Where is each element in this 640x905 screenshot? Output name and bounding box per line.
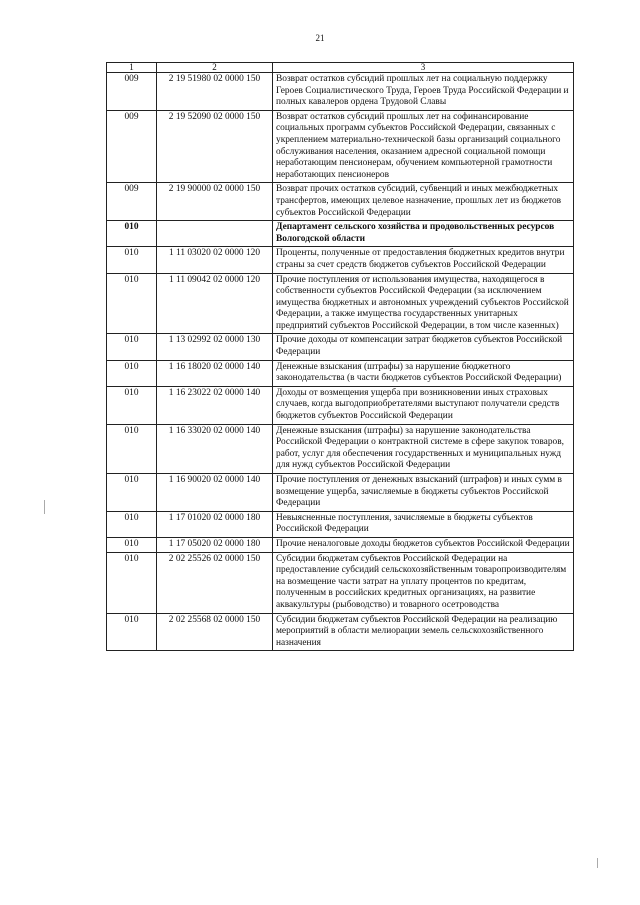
row-name-cell: Прочие поступления от использования имущества, находящегося в собственности субъектов Российской Федерации (за исключением имущества бюджетных и автономных учреждений субъектов Российской Федерации, а также имущества государственных унитарных предприятий субъектов Российской Федерации, в том числе казенных) (273, 273, 574, 334)
row-name-cell: Субсидии бюджетам субъектов Российской Федерации на предоставление субсидий сельскохозяйственным товаропроизводителям на возмещение части затрат на уплату процентов по кредитам, полученным в российских кредитных организациях, на развитие аквакультуры (рыбоводство) и товарного осетроводства (273, 552, 574, 613)
row-name-cell: Прочие доходы от компенсации затрат бюджетов субъектов Российской Федерации (273, 334, 574, 360)
row-code-cell: 010 (107, 511, 157, 537)
row-code-cell: 010 (107, 273, 157, 334)
row-code-cell: 010 (107, 424, 157, 473)
row-kbk-cell: 2 19 52090 02 0000 150 (157, 110, 273, 183)
row-kbk-cell: 1 11 09042 02 0000 120 (157, 273, 273, 334)
table-row (107, 360, 574, 386)
row-kbk-cell: 1 16 90020 02 0000 140 (157, 474, 273, 512)
table-row (107, 273, 574, 334)
row-name-cell: Прочие неналоговые доходы бюджетов субъектов Российской Федерации (273, 537, 574, 552)
row-kbk-cell (157, 221, 273, 247)
row-kbk-cell: 2 19 51980 02 0000 150 (157, 73, 273, 111)
row-code-cell: 010 (107, 613, 157, 651)
table-row (107, 474, 574, 512)
budget-classification-table (106, 62, 574, 651)
table-row (107, 386, 574, 424)
row-name-cell: Проценты, полученные от предоставления бюджетных кредитов внутри страны за счет средств бюджетов субъектов Российской Федерации (273, 247, 574, 273)
column-header-1: 1 (107, 63, 157, 73)
row-name-cell: Департамент сельского хозяйства и продовольственных ресурсов Вологодской области (273, 221, 574, 247)
column-header-2: 2 (157, 63, 273, 73)
row-code-cell: 009 (107, 73, 157, 111)
row-name-cell: Денежные взыскания (штрафы) за нарушение законодательства Российской Федерации о контрактной системе в сфере закупок товаров, работ, услуг для обеспечения государственных и муниципальных нужд для нужд субъектов Российской Федерации (273, 424, 574, 473)
page-number: 21 (315, 33, 325, 43)
row-code-cell: 010 (107, 334, 157, 360)
table-row (107, 613, 574, 651)
row-kbk-cell: 1 16 33020 02 0000 140 (157, 424, 273, 473)
table-row (107, 511, 574, 537)
row-code-cell: 010 (107, 360, 157, 386)
table-row (107, 183, 574, 221)
row-code-cell: 010 (107, 247, 157, 273)
table-row (107, 247, 574, 273)
table-row (107, 110, 574, 183)
scan-mark (44, 500, 45, 514)
row-name-cell: Денежные взыскания (штрафы) за нарушение бюджетного законодательства (в части бюджетов субъектов Российской Федерации) (273, 360, 574, 386)
row-code-cell: 009 (107, 110, 157, 183)
row-code-cell: 009 (107, 183, 157, 221)
table-row (107, 221, 574, 247)
row-code-cell: 010 (107, 386, 157, 424)
table-row (107, 424, 574, 473)
row-kbk-cell: 1 17 05020 02 0000 180 (157, 537, 273, 552)
table-row (107, 537, 574, 552)
row-code-cell: 010 (107, 552, 157, 613)
scan-mark (597, 858, 598, 868)
table-header-row (107, 63, 574, 73)
row-name-cell: Прочие поступления от денежных взысканий (штрафов) и иных сумм в возмещение ущерба, зачисляемые в бюджеты субъектов Российской Федерации (273, 474, 574, 512)
row-kbk-cell: 2 02 25526 02 0000 150 (157, 552, 273, 613)
row-code-cell: 010 (107, 537, 157, 552)
table-row (107, 73, 574, 111)
row-kbk-cell: 1 13 02992 02 0000 130 (157, 334, 273, 360)
row-kbk-cell: 1 11 03020 02 0000 120 (157, 247, 273, 273)
row-kbk-cell: 2 19 90000 02 0000 150 (157, 183, 273, 221)
row-name-cell: Доходы от возмещения ущерба при возникновении иных страховых случаев, когда выгодоприобретателями выступают получатели средств бюджетов субъектов Российской Федерации (273, 386, 574, 424)
row-name-cell: Возврат остатков субсидий прошлых лет на софинансирование социальных программ субъектов Российской Федерации, связанных с укреплением материально-технической базы организаций социального обслуживания населения, оказанием адресной социальной помощи неработающим пенсионерам, обучением компьютерной грамотности неработающих пенсионеров (273, 110, 574, 183)
table-row (107, 334, 574, 360)
row-kbk-cell: 1 16 18020 02 0000 140 (157, 360, 273, 386)
row-kbk-cell: 1 17 01020 02 0000 180 (157, 511, 273, 537)
row-name-cell: Возврат прочих остатков субсидий, субвенций и иных межбюджетных трансфертов, имеющих целевое назначение, прошлых лет из бюджетов субъектов Российской Федерации (273, 183, 574, 221)
row-name-cell: Субсидии бюджетам субъектов Российской Федерации на реализацию мероприятий в области мелиорации земель сельскохозяйственного назначения (273, 613, 574, 651)
row-name-cell: Невыясненные поступления, зачисляемые в бюджеты субъектов Российской Федерации (273, 511, 574, 537)
row-kbk-cell: 1 16 23022 02 0000 140 (157, 386, 273, 424)
row-code-cell: 010 (107, 221, 157, 247)
row-kbk-cell: 2 02 25568 02 0000 150 (157, 613, 273, 651)
column-header-3: 3 (273, 63, 574, 73)
row-code-cell: 010 (107, 474, 157, 512)
row-name-cell: Возврат остатков субсидий прошлых лет на социальную поддержку Героев Социалистического Труда, Героев Труда Российской Федерации и полных кавалеров ордена Трудовой Славы (273, 73, 574, 111)
table-row (107, 552, 574, 613)
